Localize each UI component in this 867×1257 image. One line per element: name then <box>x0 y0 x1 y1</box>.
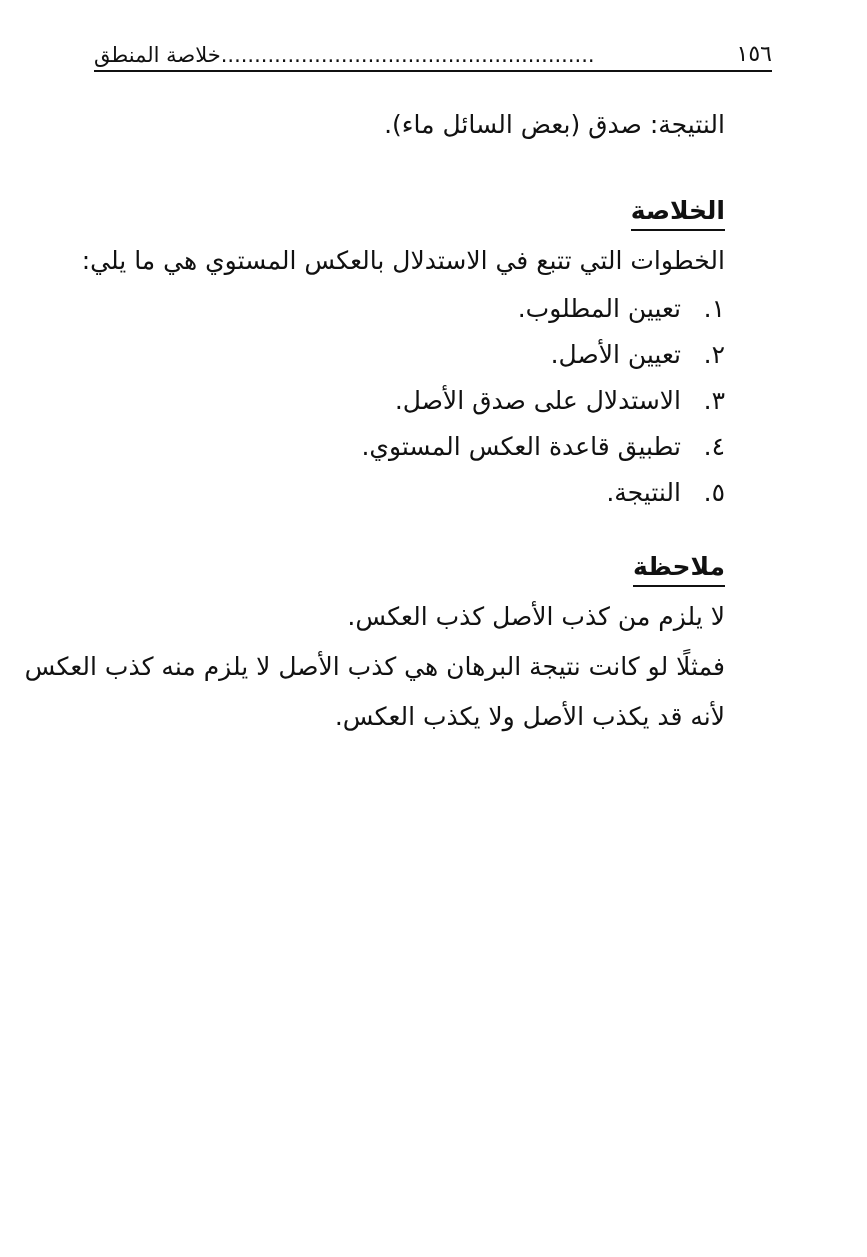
spacer <box>95 150 725 186</box>
note-line: لا يلزم من كذب الأصل كذب العكس. <box>347 602 725 631</box>
step-number: ٥. <box>703 478 725 507</box>
step-number: ١. <box>703 294 725 323</box>
step-text: النتيجة. <box>606 478 681 507</box>
summary-intro: الخطوات التي تتبع في الاستدلال بالعكس المستوي هي ما يلي: <box>81 246 725 275</box>
result-line: النتيجة: صدق (بعض السائل ماء). <box>384 110 725 139</box>
note-line: لأنه قد يكذب الأصل ولا يكذب العكس. <box>334 702 725 731</box>
list-item <box>95 470 725 516</box>
steps-list <box>95 286 725 516</box>
step-text: تعيين الأصل. <box>550 340 681 369</box>
page-content <box>24 100 725 742</box>
page-number: ١٥٦ <box>736 42 772 67</box>
step-number: ٣. <box>703 386 725 415</box>
step-text: تعيين المطلوب. <box>517 294 681 323</box>
step-number: ٢. <box>703 340 725 369</box>
list-item <box>95 378 725 424</box>
step-text: الاستدلال على صدق الأصل. <box>394 386 681 415</box>
list-item <box>95 286 725 332</box>
step-text: تطبيق قاعدة العكس المستوي. <box>361 432 681 461</box>
note-line: فمثلًا لو كانت نتيجة البرهان هي كذب الأصل لا يلزم منه كذب العكس <box>24 652 725 681</box>
running-title: ........................................................خلاصة المنطق <box>94 43 595 67</box>
running-header <box>94 34 772 72</box>
list-item <box>95 424 725 470</box>
step-number: ٤. <box>703 432 725 461</box>
note-heading: ملاحظة <box>633 549 725 587</box>
list-item <box>95 332 725 378</box>
spacer <box>95 516 725 542</box>
summary-heading: الخلاصة <box>631 193 725 231</box>
